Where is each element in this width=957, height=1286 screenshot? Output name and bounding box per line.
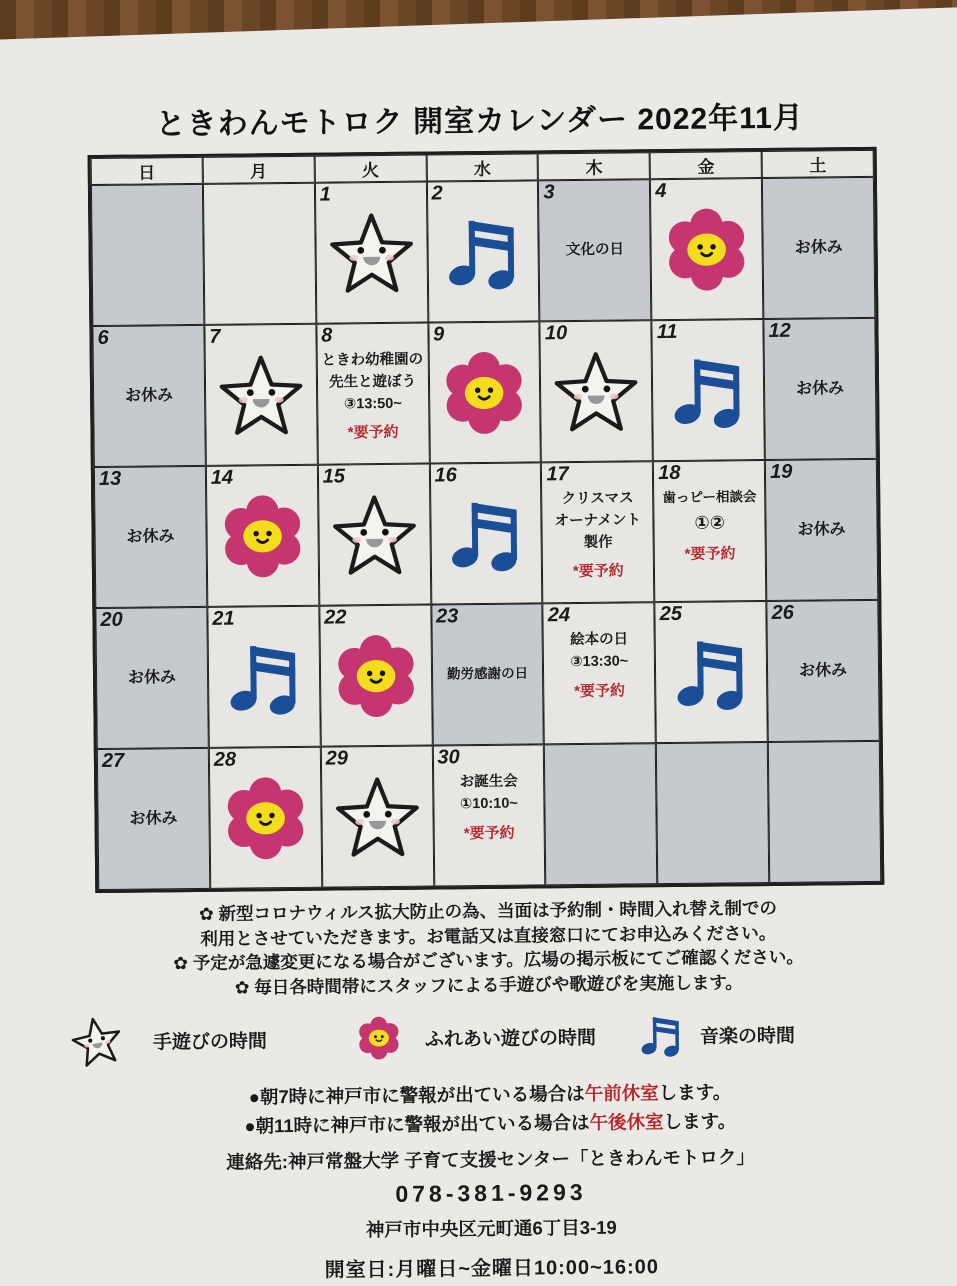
warnings bbox=[11, 1076, 957, 1143]
closed-label: お休み bbox=[796, 379, 845, 398]
flower-icon bbox=[660, 203, 753, 296]
music-note-icon bbox=[638, 1012, 684, 1058]
music-note-icon bbox=[446, 493, 527, 574]
calendar-cell bbox=[656, 742, 769, 884]
star-icon bbox=[327, 487, 422, 582]
star-icon bbox=[549, 344, 644, 439]
flower-icon bbox=[329, 629, 422, 722]
calendar-cell bbox=[319, 605, 432, 747]
music-note-icon bbox=[223, 636, 304, 717]
flower-icon bbox=[438, 346, 531, 439]
event-text: ときわ幼稚園の 先生と遊ぼう ③13:50~ *要予約 bbox=[318, 350, 427, 446]
calendar-cell bbox=[544, 743, 657, 885]
star-icon bbox=[213, 347, 308, 442]
day-header-wed: 水 bbox=[426, 153, 538, 181]
contact-line: 連絡先:神戸常盤大学 子育て支援センター「ときわんモトロク」 bbox=[226, 1146, 756, 1174]
calendar-cell-holiday bbox=[431, 603, 544, 745]
star-icon bbox=[64, 1008, 129, 1073]
day-number: 1 bbox=[319, 183, 331, 206]
reservation-note: *要予約 bbox=[347, 424, 399, 442]
day-number: 20 bbox=[100, 608, 123, 631]
reservation-note: *要予約 bbox=[572, 562, 624, 581]
day-number: 19 bbox=[769, 460, 793, 483]
day-number: 13 bbox=[98, 467, 122, 490]
day-number: 15 bbox=[322, 465, 346, 488]
calendar-cell bbox=[206, 465, 319, 607]
calendar-cell bbox=[540, 320, 653, 462]
legend-star-label: 手遊びの時間 bbox=[152, 1030, 268, 1053]
calendar-cell bbox=[315, 182, 428, 324]
calendar-cell-closed bbox=[92, 325, 205, 467]
closed-label: お休み bbox=[798, 661, 848, 680]
calendar-cell-closed bbox=[765, 459, 878, 601]
day-header-sun: 日 bbox=[91, 157, 203, 185]
note-line: ✿ 毎日各時間帯にスタッフによる手遊びや歌遊びを実施します。 bbox=[234, 971, 743, 998]
calendar-cell bbox=[318, 464, 431, 606]
warning-line: ●朝11時に神戸市に警報が出ている場合は午後休室します。 bbox=[244, 1110, 737, 1137]
event-text: 歯っピー相談会 ①② *要予約 bbox=[655, 487, 764, 566]
day-header-thu: 木 bbox=[538, 152, 650, 180]
reservation-note: *要予約 bbox=[463, 824, 515, 842]
day-number: 2 bbox=[431, 182, 443, 205]
closed-label: お休み bbox=[126, 527, 175, 546]
holiday-label: 文化の日 bbox=[565, 241, 625, 258]
calendar-cell-closed bbox=[766, 600, 879, 742]
calendar-cell-closed bbox=[762, 177, 875, 319]
calendar-cell bbox=[204, 324, 317, 466]
day-number: 11 bbox=[656, 320, 678, 344]
day-number: 14 bbox=[210, 466, 234, 489]
calendar-cell-closed bbox=[97, 748, 210, 890]
day-header-mon: 月 bbox=[202, 156, 314, 184]
day-number: 24 bbox=[547, 604, 571, 627]
star-icon bbox=[330, 769, 425, 864]
note-line: ✿ 予定が急遽変更になる場合がございます。広場の掲示板にてご確認ください。 bbox=[173, 946, 804, 974]
day-number: 4 bbox=[655, 180, 667, 203]
music-note-icon bbox=[671, 632, 752, 713]
calendar-cell bbox=[91, 184, 204, 326]
calendar-cell-closed bbox=[94, 466, 207, 608]
calendar-cell-closed bbox=[763, 318, 876, 460]
calendar-cell bbox=[209, 747, 322, 889]
day-number: 17 bbox=[546, 463, 569, 486]
flower-icon bbox=[355, 1014, 404, 1063]
event-text: クリスマス オーナメント 製作 *要予約 bbox=[544, 488, 653, 584]
closed-label: お休み bbox=[797, 520, 846, 539]
music-note-icon bbox=[668, 350, 749, 431]
day-number: 25 bbox=[659, 602, 683, 626]
calendar-cell-event bbox=[316, 323, 429, 465]
day-number: 16 bbox=[434, 464, 457, 487]
calendar-cell bbox=[768, 741, 881, 883]
phone-number: 078-381-9293 bbox=[395, 1179, 587, 1208]
calendar-cell-event bbox=[432, 744, 545, 886]
page-title: ときわんモトロク 開室カレンダー 2022年11月 bbox=[155, 101, 805, 142]
day-number: 18 bbox=[658, 461, 681, 485]
calendar-cell bbox=[207, 606, 320, 748]
reservation-note: *要予約 bbox=[684, 545, 736, 563]
day-number: 26 bbox=[771, 601, 794, 624]
calendar-cell-event bbox=[653, 460, 766, 602]
note-line: ✿ 新型コロナウィルス拡大防止の為、当面は予約制・時間入れ替え制での bbox=[198, 897, 778, 924]
day-number: 27 bbox=[101, 749, 125, 772]
music-note-icon bbox=[443, 211, 524, 292]
legend bbox=[69, 1004, 957, 1069]
note-line: 利用とさせていただきます。お電話又は直接窓口にてお申込みください。 bbox=[200, 922, 777, 949]
calendar-cell bbox=[429, 462, 542, 604]
calendar-cell bbox=[650, 178, 763, 320]
day-number: 9 bbox=[432, 323, 445, 346]
address: 神戸市中央区元町通6丁目3-19 bbox=[365, 1216, 617, 1241]
day-number: 30 bbox=[437, 746, 460, 769]
calendar-cell bbox=[655, 601, 768, 743]
warning-line: ●朝7時に神戸市に警報が出ている場合は午前休室します。 bbox=[248, 1081, 732, 1108]
calendar-cell-event bbox=[541, 461, 654, 603]
calendar-cell-event bbox=[543, 602, 656, 744]
event-text: お誕生会 ①10:10~ *要予約 bbox=[435, 771, 544, 845]
calendar-cell bbox=[203, 183, 316, 325]
day-number: 6 bbox=[97, 326, 109, 350]
day-number: 12 bbox=[768, 319, 791, 342]
flower-icon bbox=[216, 489, 309, 582]
contact-block bbox=[12, 1141, 957, 1286]
calendar-grid bbox=[88, 147, 885, 893]
day-header-fri: 金 bbox=[650, 151, 762, 179]
day-number: 3 bbox=[543, 181, 555, 204]
closed-label: お休み bbox=[127, 668, 177, 687]
calendar-cell bbox=[426, 180, 539, 322]
day-number: 8 bbox=[321, 324, 333, 347]
calendar-cell bbox=[652, 319, 765, 461]
closed-label: お休み bbox=[794, 238, 843, 257]
day-number: 22 bbox=[324, 606, 347, 629]
day-number: 7 bbox=[209, 325, 221, 348]
calendar-cell-closed bbox=[95, 607, 208, 749]
holiday-label: 勤労感謝の日 bbox=[446, 665, 529, 681]
day-header-sat: 土 bbox=[762, 150, 874, 178]
notes bbox=[9, 894, 957, 1002]
star-icon bbox=[324, 205, 419, 300]
day-number: 10 bbox=[544, 322, 568, 345]
day-number: 21 bbox=[212, 607, 235, 630]
day-number: 29 bbox=[325, 747, 349, 770]
closed-label: お休み bbox=[129, 809, 178, 828]
reservation-note: *要予約 bbox=[574, 682, 626, 700]
calendar-cell-holiday bbox=[538, 179, 651, 321]
day-number: 23 bbox=[435, 605, 459, 628]
day-header-tue: 火 bbox=[314, 155, 426, 183]
legend-flower-label: ふれあい遊びの時間 bbox=[424, 1027, 597, 1051]
event-text: 絵本の日 ③13:30~ *要予約 bbox=[545, 629, 654, 703]
flower-icon bbox=[219, 771, 312, 864]
calendar-cell bbox=[321, 746, 434, 888]
closed-label: お休み bbox=[124, 386, 174, 405]
calendar-cell bbox=[428, 321, 541, 463]
day-number: 28 bbox=[213, 748, 237, 771]
legend-music-label: 音楽の時間 bbox=[699, 1025, 796, 1048]
opening-hours: 開室日:月曜日~金曜日10:00~16:00 bbox=[324, 1256, 660, 1283]
